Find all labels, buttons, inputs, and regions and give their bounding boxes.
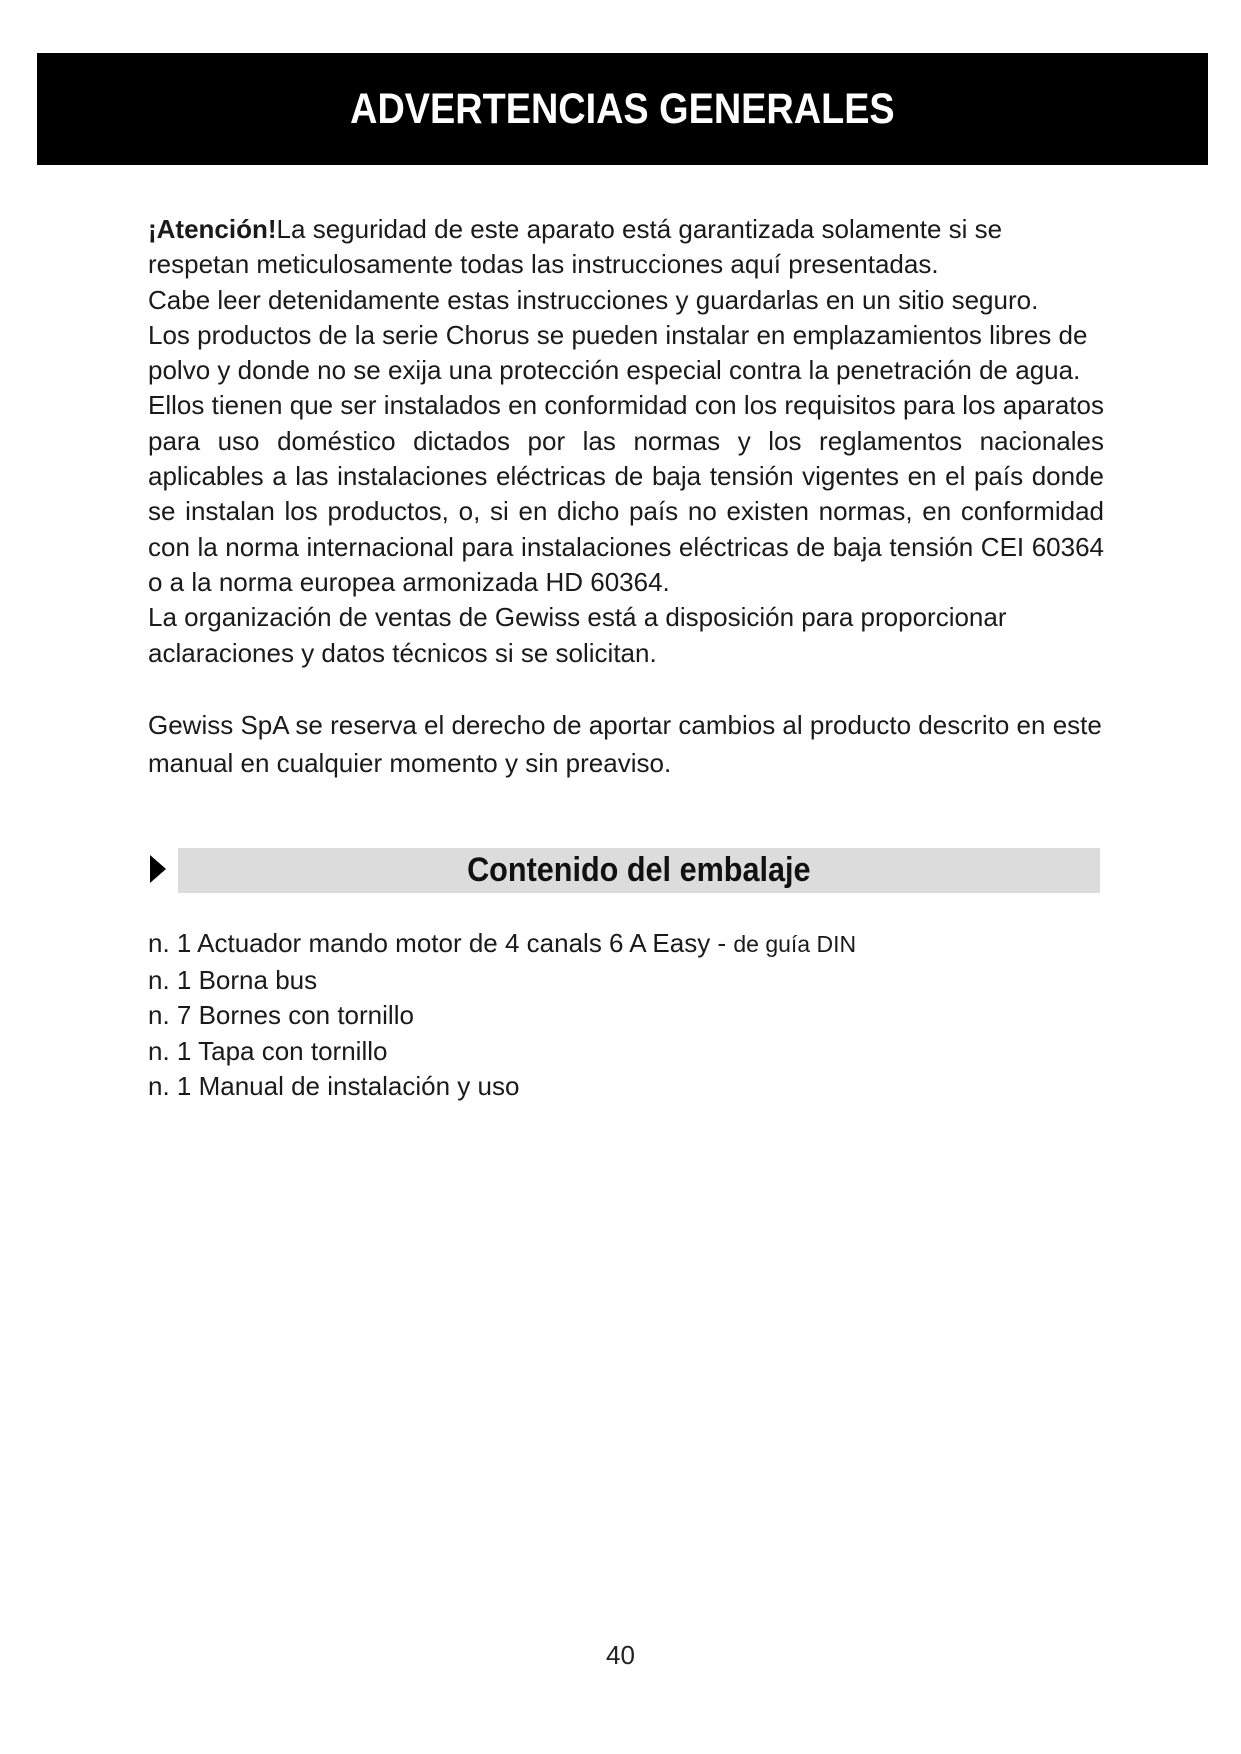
reserve-notice: [148, 706, 1104, 782]
package-contents-list: [148, 926, 1048, 1105]
page-number: 40: [606, 1640, 635, 1670]
list-item: [148, 926, 1048, 963]
list-item: n. 7 Bornes con tornillo: [148, 1000, 414, 1030]
read-paragraph: Cabe leer detenidamente estas instrucciones y guardarlas en un sitio seguro.: [148, 284, 1039, 315]
install-paragraph: Los productos de la serie Chorus se pueden instalar en emplazamientos libres de polvo y donde no se exija una protección especial contra la penetración de agua.: [148, 319, 1088, 386]
section-arrow-icon: [150, 855, 166, 883]
list-item-suffix: de guía DIN: [733, 931, 857, 957]
list-item: n. 1 Borna bus: [148, 964, 318, 995]
page-title: ADVERTENCIAS GENERALES: [350, 84, 895, 133]
list-item: n. 1 Tapa con tornillo: [148, 1035, 388, 1066]
attention-paragraph: [148, 212, 1104, 283]
section-header-bar: [178, 848, 1100, 893]
attention-text: La seguridad de este aparato está garantizada solamente si se respetan meticulosamente todas las instrucciones aquí presentadas.: [148, 214, 1003, 280]
header-bar: [37, 53, 1208, 165]
attention-label: ¡Atención!: [148, 214, 277, 244]
sales-paragraph: La organización de ventas de Gewiss está a disposición para proporcionar aclaraciones y datos técnicos si se solicitan.: [148, 602, 1007, 668]
list-item: n. 1 Manual de instalación y uso: [148, 1071, 520, 1101]
reserve-paragraph: Gewiss SpA se reserva el derecho de aportar cambios al producto descrito en este manual en cualquier momento y sin preaviso.: [148, 710, 1102, 778]
list-item-main: n. 1 Actuador mando motor de 4 canals 6 A Easy -: [148, 928, 734, 958]
warnings-body: [148, 212, 1104, 671]
norms-paragraph: Ellos tienen que ser instalados en conformidad con los requisitos para los aparatos para uso doméstico dictados por las normas y los reglamentos nacionales aplicables a las instalaciones eléctricas de baja tensión vigentes en el país donde se instalan los productos, o, si en dicho país no existen normas, en conformidad con la norma internacional para instalaciones eléctricas de baja tensión CEI 60364 o a la norma europea armonizada HD 60364.: [148, 390, 1104, 597]
section-title: Contenido del embalaje: [467, 851, 811, 889]
